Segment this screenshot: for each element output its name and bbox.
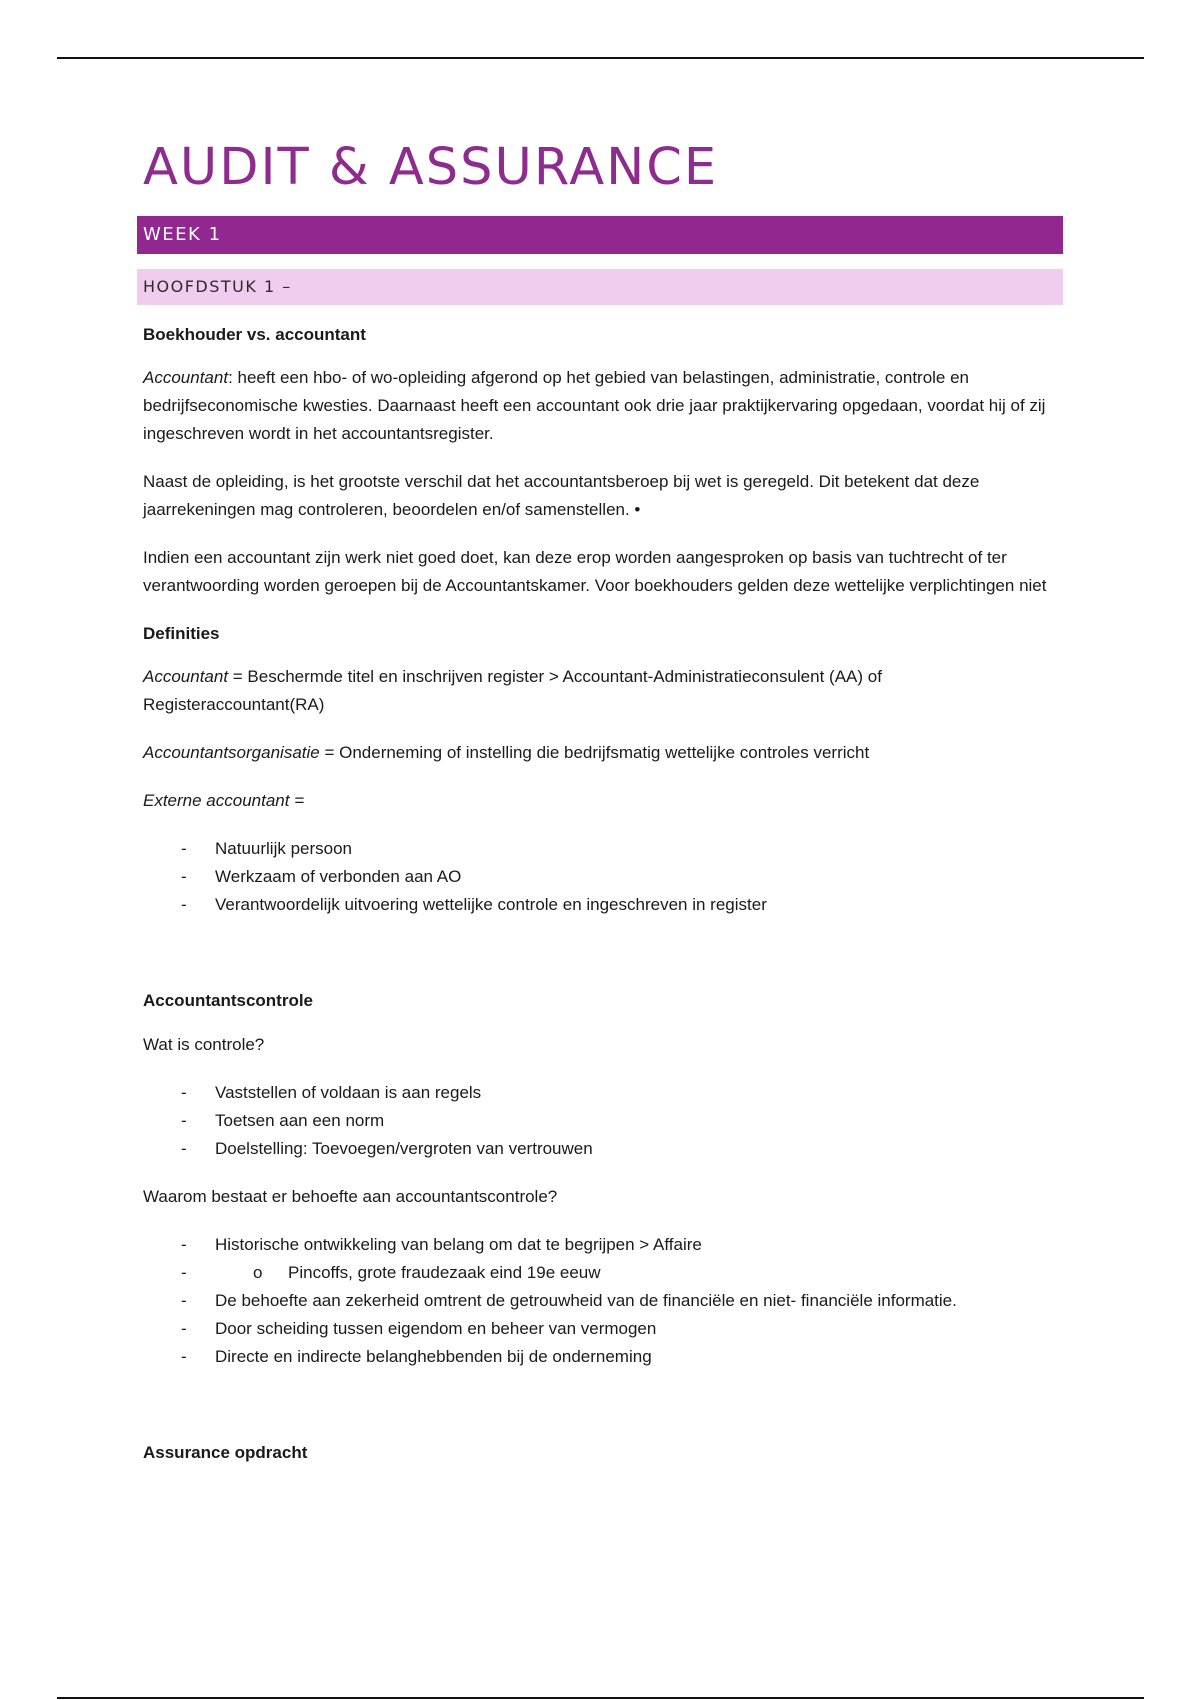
question-wat-is-controle: Wat is controle? <box>143 1034 265 1054</box>
chapter-heading: HOOFDSTUK 1 – <box>137 269 1063 305</box>
top-rule <box>57 57 1144 59</box>
term-externe-accountant: Externe accountant = <box>143 791 305 811</box>
paragraph-text: : heeft een hbo- of wo-opleiding afgerond op het gebied van belastingen, administratie, controle en bedrijfseconomische kwesties. Daarnaast heeft een accountant ook drie jaar praktijkervaring opgedaan, voordat hij of zij ingeschreven wordt in het accountantsregister. <box>143 368 1046 444</box>
definition-externe-accountant <box>143 787 1063 815</box>
document-title: AUDIT & ASSURANCE <box>143 138 719 197</box>
term-accountantsorganisatie: Accountantsorganisatie <box>143 743 320 763</box>
spacer <box>143 1371 1063 1419</box>
list-item: - Doelstelling: Toevoegen/vergroten van vertrouwen <box>143 1135 1063 1163</box>
list-item: - Werkzaam of verbonden aan AO <box>143 863 1063 891</box>
paragraph-tuchtrecht: Indien een accountant zijn werk niet goed doet, kan deze erop worden aangesproken op basis van tuchtrecht of ter verantwoording worden geroepen bij de Accountantskamer. Voor boekhouders gelden deze wettelijke verplichtingen niet <box>143 548 1047 596</box>
list-item: - Door scheiding tussen eigendom en beheer van vermogen <box>143 1315 1063 1343</box>
paragraph-accountant <box>143 364 1063 448</box>
list-item: - Directe en indirecte belanghebbenden bij de onderneming <box>143 1343 1063 1371</box>
term-accountant: Accountant <box>143 667 229 687</box>
section-heading-definities: Definities <box>143 624 220 644</box>
list-item: - Natuurlijk persoon <box>143 835 1063 863</box>
term-accountant: Accountant <box>143 368 229 388</box>
sub-list <box>143 1259 1063 1287</box>
document-body <box>143 140 1063 1466</box>
spacer <box>143 919 1063 967</box>
definition-accountant <box>143 663 1063 719</box>
definition-text: = Beschermde titel en inschrijven register > Accountant-Administratieconsulent (AA) of Registeraccountant(RA) <box>143 667 882 715</box>
list-controle <box>143 1079 1063 1163</box>
list-item: - Historische ontwikkeling van belang om dat te begrijpen > Affaire <box>143 1231 1063 1259</box>
bottom-rule <box>57 1697 1144 1699</box>
list-item: - Toetsen aan een norm <box>143 1107 1063 1135</box>
section-heading-assurance-opdracht: Assurance opdracht <box>143 1442 308 1462</box>
section-heading-accountantscontrole: Accountantscontrole <box>143 991 314 1011</box>
sub-list-item <box>143 1259 1063 1287</box>
paragraph-opleiding: Naast de opleiding, is het grootste verschil dat het accountantsberoep bij wet is geregeld. Dit betekent dat deze jaarrekeningen mag controleren, beoordelen en/of samenstellen. • <box>143 472 980 520</box>
list-item: - Vaststellen of voldaan is aan regels <box>143 1079 1063 1107</box>
list-item: - Verantwoordelijk uitvoering wettelijke controle en ingeschreven in register <box>143 891 1063 919</box>
definition-accountantsorganisatie <box>143 739 1063 767</box>
list-item: - De behoefte aan zekerheid omtrent de getrouwheid van de financiële en niet- financiële informatie. <box>143 1287 1063 1315</box>
sub-list-item-text <box>143 1259 1063 1287</box>
definition-text: = Onderneming of instelling die bedrijfsmatig wettelijke controles verricht <box>319 743 870 763</box>
list-externe-accountant <box>143 835 1063 919</box>
sub-item-text: Pincoffs, grote fraudezaak eind 19e eeuw <box>288 1262 601 1282</box>
question-behoefte: Waarom bestaat er behoefte aan accountantscontrole? <box>143 1186 558 1206</box>
section-heading-boekhouder: Boekhouder vs. accountant <box>143 325 366 345</box>
list-behoefte <box>143 1231 1063 1371</box>
week-heading: WEEK 1 <box>137 216 1063 254</box>
circle-bullet-icon: - o <box>253 1262 263 1282</box>
